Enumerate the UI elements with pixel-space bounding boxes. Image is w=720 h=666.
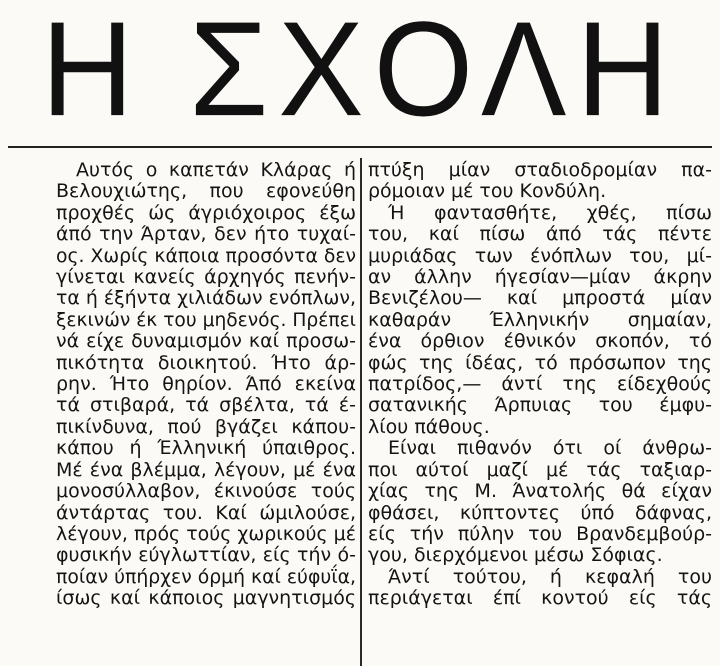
text-line: Βενιζέλου— καί μπροστά μίαν: [368, 287, 712, 310]
text-line: κάπου ή Έλληνική ύπαιθρος.: [56, 437, 356, 460]
text-line: αν άλλην ήγεσίαν—μίαν άκρην: [368, 266, 712, 289]
text-line: πικίνδυνα, πού βγάζει κάπου-: [56, 415, 356, 438]
text-line: τα ή έξήντα χιλιάδων ενόπλων,: [56, 287, 356, 310]
text-line: άπό την Άρταν, δεν ήτο τυχαί-: [56, 223, 356, 246]
text-line: φθάσει, κύπτοντες ύπό δάφνας,: [368, 501, 712, 524]
right-column: [368, 160, 712, 666]
text-line: μονοσύλλαβον, έκινούσε τούς: [56, 480, 356, 503]
text-line: φυσικήν εύγλωττίαν, είς τήν ό-: [56, 544, 356, 567]
text-line: Αυτός ο καπετάν Κλάρας ή: [76, 160, 356, 181]
text-line: φώς της ίδέας, τό πρόσωπον της: [368, 351, 712, 374]
text-line: νά είχε δυναμισμόν καί προσω-: [56, 330, 356, 353]
text-line: τά στιβαρά, τά σβέλτα, τά έ-: [56, 394, 356, 417]
text-line: είς τήν πύλην του Βρανδεμβούρ-: [368, 522, 712, 545]
text-line: λέγουν, πρός τούς χωρικούς μέ: [56, 522, 356, 545]
headline-rule: [8, 146, 712, 148]
left-column: [56, 160, 356, 666]
text-line: Βελουχιώτης, που εφονεύθη: [56, 180, 356, 203]
text-line: πικότητα διοικητού. Ήτο άρ-: [56, 351, 356, 374]
text-line: πτύξη μίαν σταδιοδρομίαν πα-: [368, 160, 712, 181]
text-line: ίσως καί κάποιος μαγνητισμός: [56, 587, 356, 610]
text-line: ρην. Ήτο θηρίον. Άπό εκείνα: [56, 373, 356, 396]
text-line: Είναι πιθανόν ότι οί άνθρω-: [388, 437, 712, 460]
column-divider: [360, 158, 362, 666]
text-line: λίου πάθους.: [368, 415, 490, 438]
text-line: Μέ ένα βλέμμα, λέγουν, μέ ένα: [56, 458, 356, 481]
article-headline: Η ΣΧΟΛΗ: [41, 0, 679, 145]
text-line: Ή φαντασθήτε, χθές, πίσω: [388, 201, 712, 224]
text-line: μυριάδας των ένόπλων του, μί-: [368, 244, 712, 267]
text-line: ξεκινών έκ του μηδενός. Πρέπει: [56, 308, 356, 331]
text-line: ποίαν ύπήρχεν όρμή καί εύφυΐα,: [56, 565, 356, 588]
text-line: προχθές ώς άγριόχοιρος έξω: [56, 201, 356, 224]
text-line: ρόμοιαν μέ του Κονδύλη.: [368, 180, 607, 203]
text-line: περιάγεται έπί κοντού είς τάς: [368, 587, 712, 610]
text-line: καθαράν Έλληνικήν σημαίαν,: [368, 308, 712, 331]
text-line: γου, διερχόμενοι μέσω Σόφιας.: [368, 544, 663, 567]
text-line: ος. Χωρίς κάποια προσόντα δεν: [56, 244, 356, 267]
text-line: χίας της Μ. Άνατολής θά είχαν: [368, 480, 712, 503]
text-line: γίνεται κανείς άρχηγός πενήν-: [56, 266, 356, 289]
text-line: σατανικής Άρπυιας του έμφυ-: [368, 394, 712, 417]
text-line: του, καί πίσω άπό τάς πέντε: [368, 223, 712, 246]
text-line: Άντί τούτου, ή κεφαλή του: [388, 565, 712, 588]
text-line: ένα όρθιον έθνικόν σκοπόν, τό: [368, 330, 712, 353]
text-line: ποι αύτοί μαζί μέ τάς ταξιαρ-: [368, 458, 712, 481]
text-line: άντάρτας του. Καί ώμιλούσε,: [56, 501, 356, 524]
text-line: πατρίδος,— άντί της είδεχθούς: [368, 373, 712, 396]
